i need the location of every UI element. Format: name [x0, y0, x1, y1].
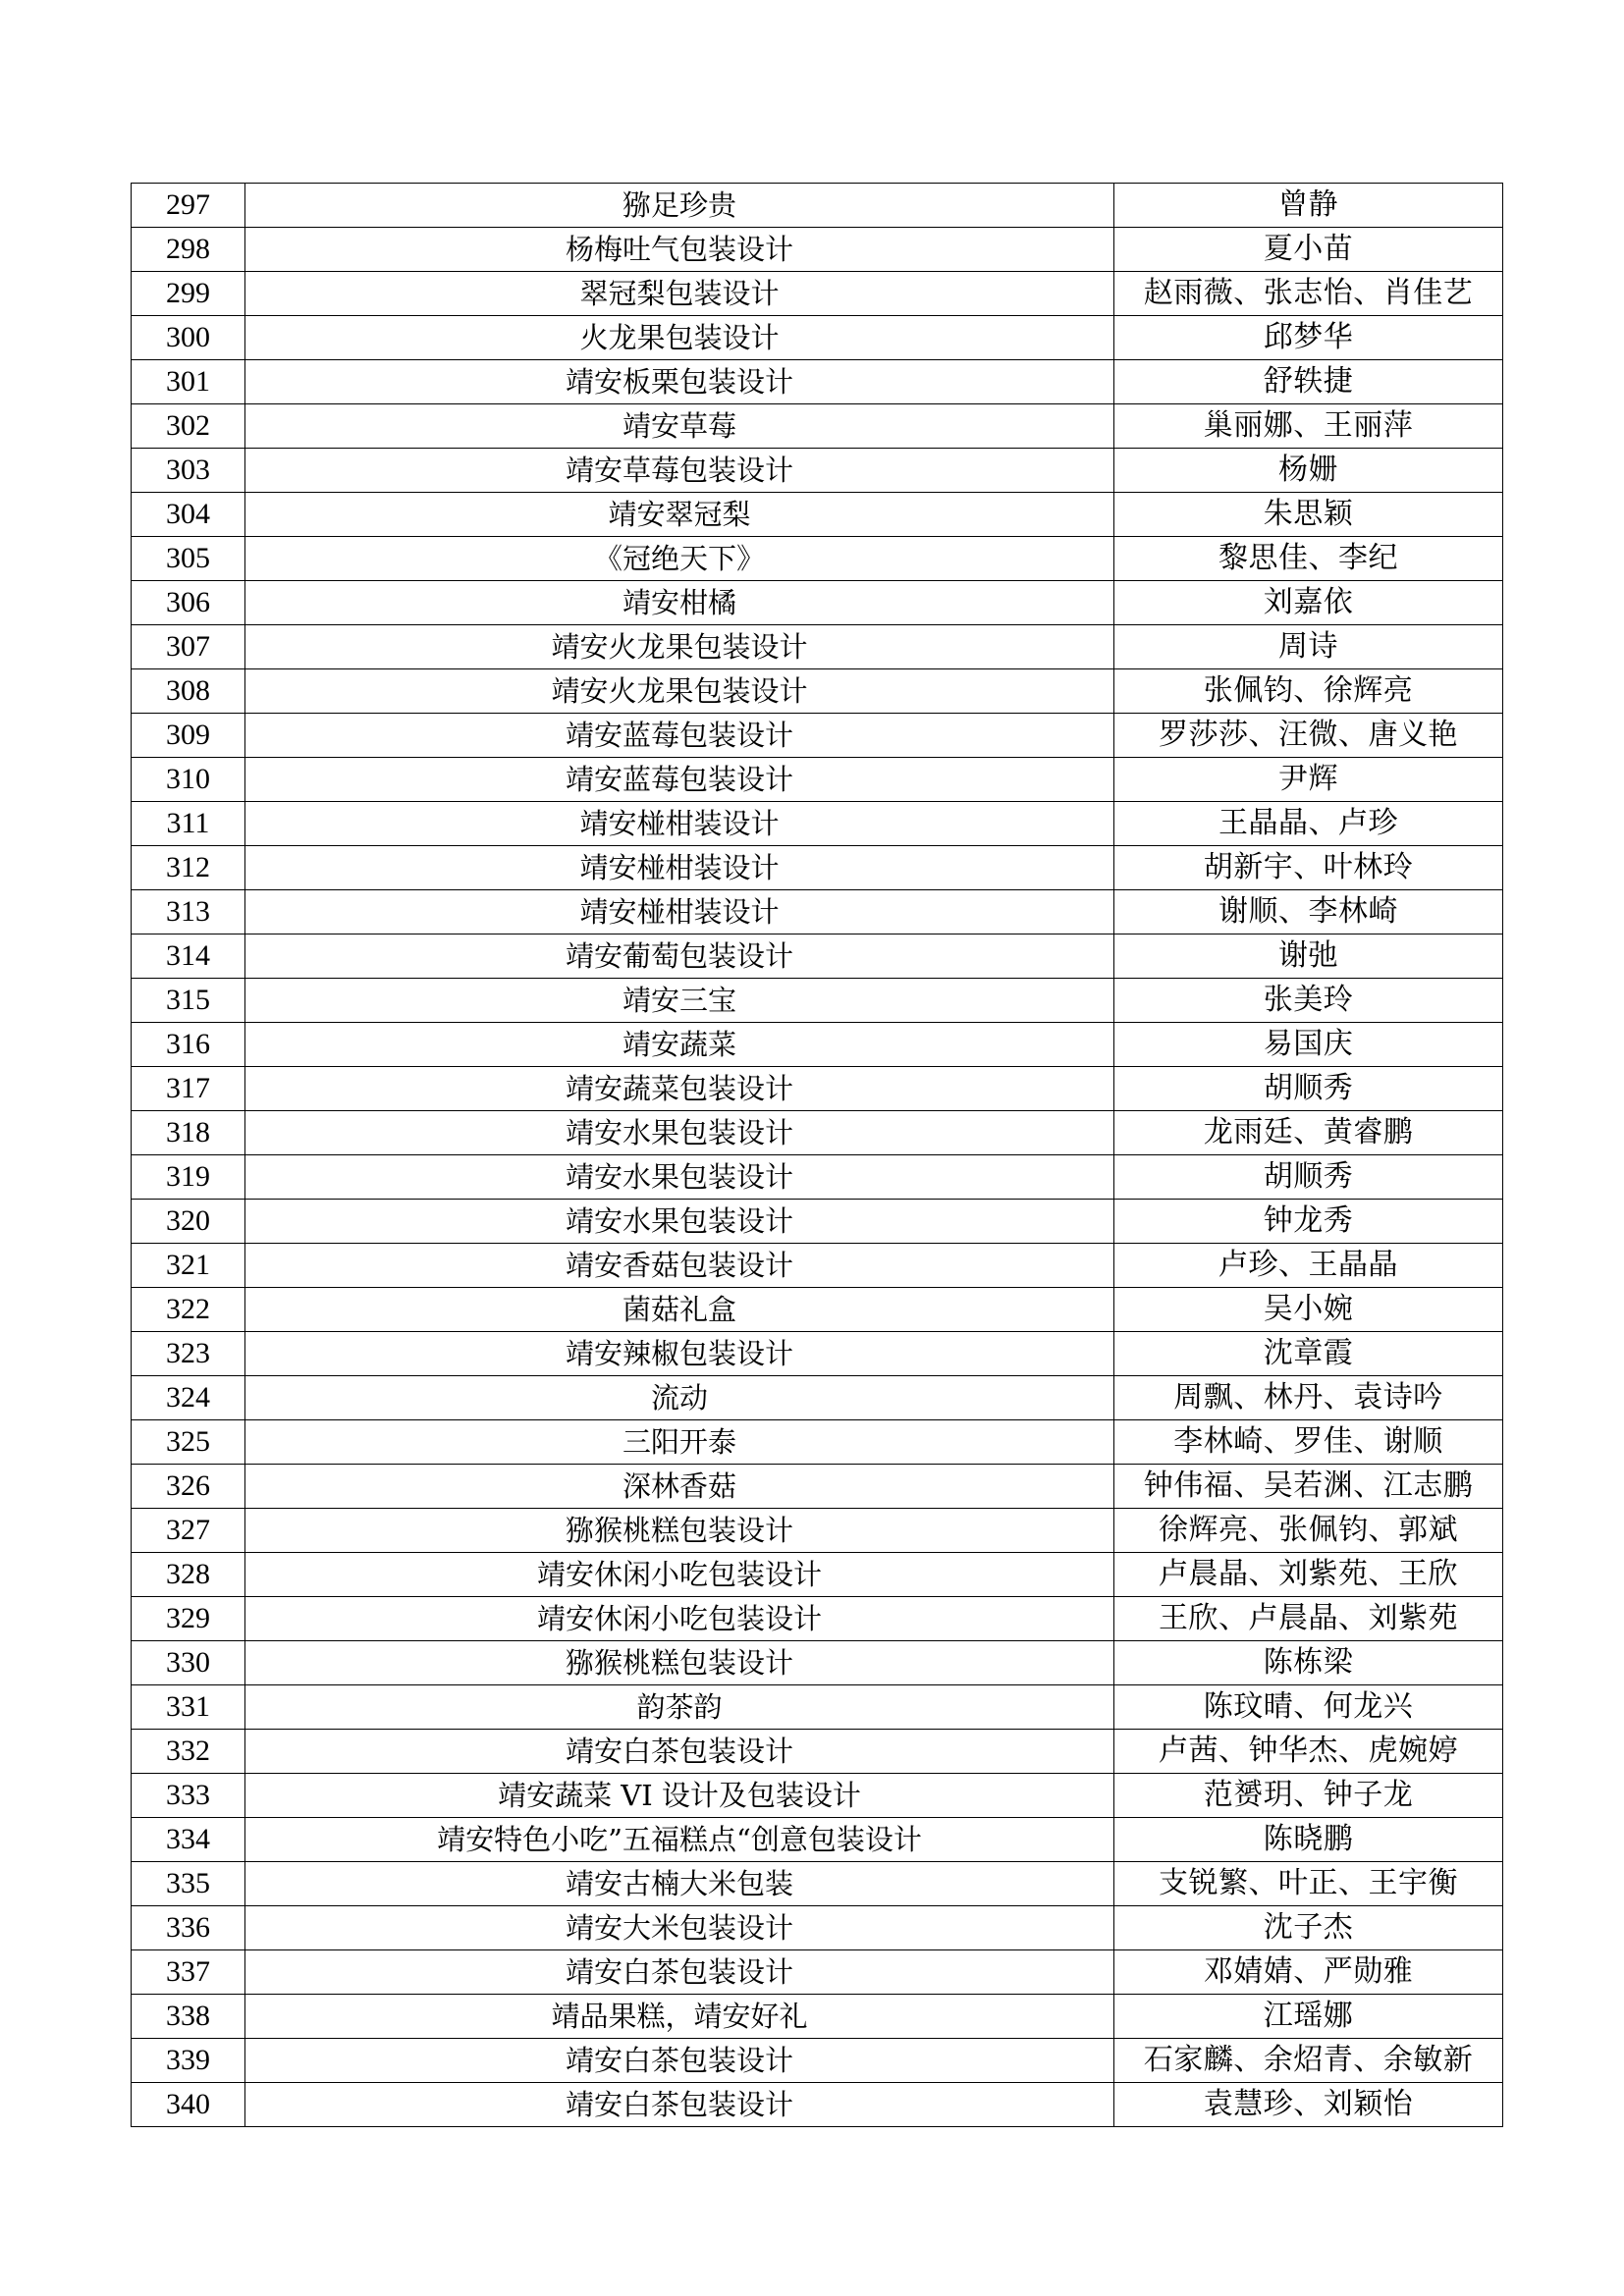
- table-row: [132, 1862, 1503, 1906]
- entry-title-cell: 流动: [245, 1376, 1114, 1420]
- entry-author-cell: 谢顺、李林崎: [1114, 890, 1503, 934]
- entry-author-cell: 曾静: [1114, 184, 1503, 228]
- table-row: [132, 2083, 1503, 2127]
- entry-number-cell: 299: [132, 272, 245, 316]
- table-row: [132, 1332, 1503, 1376]
- entry-title-cell: 靖安蔬菜 VI 设计及包装设计: [245, 1774, 1114, 1818]
- entry-author-cell: 周飘、林丹、袁诗吟: [1114, 1376, 1503, 1420]
- entry-author-cell: 陈玟晴、何龙兴: [1114, 1685, 1503, 1730]
- entry-author-cell: 石家麟、余炤青、余敏新: [1114, 2039, 1503, 2083]
- table-row: [132, 1597, 1503, 1641]
- entry-author-cell: 邓婧婧、严勋雅: [1114, 1950, 1503, 1995]
- entry-number-cell: 301: [132, 360, 245, 404]
- entry-title-cell: 靖安古楠大米包装: [245, 1862, 1114, 1906]
- entry-title-cell: 菌菇礼盒: [245, 1288, 1114, 1332]
- entry-number-cell: 338: [132, 1995, 245, 2039]
- table-row: [132, 1244, 1503, 1288]
- entry-title-cell: 靖安草莓包装设计: [245, 449, 1114, 493]
- table-row: [132, 1774, 1503, 1818]
- entry-author-cell: 李林崎、罗佳、谢顺: [1114, 1420, 1503, 1465]
- entry-author-cell: 巢丽娜、王丽萍: [1114, 404, 1503, 449]
- entry-title-cell: 靖安水果包装设计: [245, 1200, 1114, 1244]
- entry-number-cell: 315: [132, 979, 245, 1023]
- entry-title-cell: 靖安椪柑装设计: [245, 846, 1114, 890]
- entry-title-cell: 靖安辣椒包装设计: [245, 1332, 1114, 1376]
- entry-number-cell: 340: [132, 2083, 245, 2127]
- table-row: [132, 1818, 1503, 1862]
- entry-number-cell: 309: [132, 714, 245, 758]
- table-row: [132, 758, 1503, 802]
- entry-title-cell: 猕猴桃糕包装设计: [245, 1641, 1114, 1685]
- entry-title-cell: 韵茶韵: [245, 1685, 1114, 1730]
- table-row: [132, 1730, 1503, 1774]
- entry-title-cell: 靖安板栗包装设计: [245, 360, 1114, 404]
- table-row: [132, 1200, 1503, 1244]
- entry-author-cell: 杨姗: [1114, 449, 1503, 493]
- entry-title-cell: 靖安火龙果包装设计: [245, 625, 1114, 669]
- entry-number-cell: 324: [132, 1376, 245, 1420]
- entry-title-cell: 靖安蔬菜包装设计: [245, 1067, 1114, 1111]
- entry-title-cell: 靖安大米包装设计: [245, 1906, 1114, 1950]
- entry-title-cell: 靖安休闲小吃包装设计: [245, 1553, 1114, 1597]
- table-row: [132, 581, 1503, 625]
- entry-title-cell: 靖安休闲小吃包装设计: [245, 1597, 1114, 1641]
- table-row: [132, 934, 1503, 979]
- entry-number-cell: 331: [132, 1685, 245, 1730]
- entry-author-cell: 张佩钧、徐辉亮: [1114, 669, 1503, 714]
- entry-title-cell: 靖安白茶包装设计: [245, 2083, 1114, 2127]
- table-row: [132, 979, 1503, 1023]
- entry-author-cell: 罗莎莎、汪微、唐义艳: [1114, 714, 1503, 758]
- entry-number-cell: 325: [132, 1420, 245, 1465]
- entry-number-cell: 335: [132, 1862, 245, 1906]
- entry-author-cell: 尹辉: [1114, 758, 1503, 802]
- entry-author-cell: 赵雨薇、张志怡、肖佳艺: [1114, 272, 1503, 316]
- entry-title-cell: 靖安蓝莓包装设计: [245, 758, 1114, 802]
- entry-number-cell: 336: [132, 1906, 245, 1950]
- entry-title-cell: 靖安水果包装设计: [245, 1111, 1114, 1155]
- table-row: [132, 625, 1503, 669]
- entry-number-cell: 322: [132, 1288, 245, 1332]
- table-row: [132, 2039, 1503, 2083]
- entry-number-cell: 313: [132, 890, 245, 934]
- entry-number-cell: 339: [132, 2039, 245, 2083]
- entry-title-cell: 靖安三宝: [245, 979, 1114, 1023]
- entry-number-cell: 312: [132, 846, 245, 890]
- entry-author-cell: 朱思颖: [1114, 493, 1503, 537]
- entry-title-cell: 靖品果糕，靖安好礼: [245, 1995, 1114, 2039]
- entry-title-cell: 靖安葡萄包装设计: [245, 934, 1114, 979]
- table-row: [132, 404, 1503, 449]
- entry-number-cell: 334: [132, 1818, 245, 1862]
- entry-author-cell: 胡顺秀: [1114, 1155, 1503, 1200]
- entry-author-cell: 龙雨廷、黄睿鹏: [1114, 1111, 1503, 1155]
- entry-number-cell: 302: [132, 404, 245, 449]
- table-row: [132, 537, 1503, 581]
- entry-author-cell: 舒轶捷: [1114, 360, 1503, 404]
- entry-number-cell: 298: [132, 228, 245, 272]
- entry-number-cell: 321: [132, 1244, 245, 1288]
- entry-title-cell: 杨梅吐气包装设计: [245, 228, 1114, 272]
- entry-number-cell: 304: [132, 493, 245, 537]
- table-row: [132, 1685, 1503, 1730]
- entry-number-cell: 326: [132, 1465, 245, 1509]
- entry-author-cell: 袁慧珍、刘颖怡: [1114, 2083, 1503, 2127]
- entry-author-cell: 沈子杰: [1114, 1906, 1503, 1950]
- entry-number-cell: 330: [132, 1641, 245, 1685]
- entry-author-cell: 张美玲: [1114, 979, 1503, 1023]
- entry-author-cell: 卢晨晶、刘紫苑、王欣: [1114, 1553, 1503, 1597]
- entry-author-cell: 谢弛: [1114, 934, 1503, 979]
- table-body: [132, 184, 1503, 2127]
- table-row: [132, 272, 1503, 316]
- entry-number-cell: 311: [132, 802, 245, 846]
- entry-number-cell: 308: [132, 669, 245, 714]
- table-row: [132, 1995, 1503, 2039]
- entry-author-cell: 胡顺秀: [1114, 1067, 1503, 1111]
- entry-author-cell: 钟伟福、吴若渊、江志鹏: [1114, 1465, 1503, 1509]
- table-row: [132, 714, 1503, 758]
- entry-number-cell: 329: [132, 1597, 245, 1641]
- entry-author-cell: 邱梦华: [1114, 316, 1503, 360]
- entry-number-cell: 327: [132, 1509, 245, 1553]
- entry-title-cell: 三阳开泰: [245, 1420, 1114, 1465]
- entry-title-cell: 靖安翠冠梨: [245, 493, 1114, 537]
- entry-author-cell: 支锐繁、叶正、王宇衡: [1114, 1862, 1503, 1906]
- entry-author-cell: 刘嘉依: [1114, 581, 1503, 625]
- entry-author-cell: 周诗: [1114, 625, 1503, 669]
- table-row: [132, 1155, 1503, 1200]
- entry-title-cell: 靖安火龙果包装设计: [245, 669, 1114, 714]
- entry-number-cell: 317: [132, 1067, 245, 1111]
- entry-author-cell: 卢茜、钟华杰、虎婉婷: [1114, 1730, 1503, 1774]
- entry-number-cell: 300: [132, 316, 245, 360]
- table-row: [132, 1023, 1503, 1067]
- entry-number-cell: 323: [132, 1332, 245, 1376]
- entry-author-cell: 胡新宇、叶林玲: [1114, 846, 1503, 890]
- entry-author-cell: 陈晓鹏: [1114, 1818, 1503, 1862]
- entry-title-cell: 猕足珍贵: [245, 184, 1114, 228]
- table-row: [132, 890, 1503, 934]
- table-row: [132, 184, 1503, 228]
- entry-title-cell: 靖安白茶包装设计: [245, 1950, 1114, 1995]
- entry-title-cell: 火龙果包装设计: [245, 316, 1114, 360]
- table-row: [132, 1067, 1503, 1111]
- entry-title-cell: 靖安特色小吃”五福糕点“创意包装设计: [245, 1818, 1114, 1862]
- table-row: [132, 1111, 1503, 1155]
- entry-title-cell: 翠冠梨包装设计: [245, 272, 1114, 316]
- table-row: [132, 493, 1503, 537]
- entry-title-cell: 深林香菇: [245, 1465, 1114, 1509]
- award-list-table: [131, 183, 1503, 2127]
- entry-author-cell: 沈章霞: [1114, 1332, 1503, 1376]
- entry-title-cell: 靖安柑橘: [245, 581, 1114, 625]
- table-row: [132, 449, 1503, 493]
- table-row: [132, 1420, 1503, 1465]
- entry-author-cell: 易国庆: [1114, 1023, 1503, 1067]
- table-row: [132, 316, 1503, 360]
- entry-title-cell: 猕猴桃糕包装设计: [245, 1509, 1114, 1553]
- entry-number-cell: 333: [132, 1774, 245, 1818]
- entry-number-cell: 319: [132, 1155, 245, 1200]
- entry-author-cell: 吴小婉: [1114, 1288, 1503, 1332]
- table-row: [132, 1906, 1503, 1950]
- entry-number-cell: 332: [132, 1730, 245, 1774]
- table-row: [132, 1288, 1503, 1332]
- entry-author-cell: 徐辉亮、张佩钧、郭斌: [1114, 1509, 1503, 1553]
- table-row: [132, 1376, 1503, 1420]
- entry-number-cell: 316: [132, 1023, 245, 1067]
- table-row: [132, 1465, 1503, 1509]
- entry-title-cell: 靖安蓝莓包装设计: [245, 714, 1114, 758]
- entry-number-cell: 328: [132, 1553, 245, 1597]
- entry-author-cell: 王欣、卢晨晶、刘紫苑: [1114, 1597, 1503, 1641]
- table-row: [132, 1509, 1503, 1553]
- table-row: [132, 1553, 1503, 1597]
- entry-number-cell: 318: [132, 1111, 245, 1155]
- table-row: [132, 1950, 1503, 1995]
- table-row: [132, 846, 1503, 890]
- entry-number-cell: 310: [132, 758, 245, 802]
- entry-author-cell: 陈栋梁: [1114, 1641, 1503, 1685]
- table-row: [132, 802, 1503, 846]
- entry-author-cell: 卢珍、王晶晶: [1114, 1244, 1503, 1288]
- entry-title-cell: 靖安香菇包装设计: [245, 1244, 1114, 1288]
- entry-number-cell: 306: [132, 581, 245, 625]
- entry-author-cell: 钟龙秀: [1114, 1200, 1503, 1244]
- entry-author-cell: 江瑶娜: [1114, 1995, 1503, 2039]
- entry-title-cell: 靖安草莓: [245, 404, 1114, 449]
- entry-title-cell: 靖安水果包装设计: [245, 1155, 1114, 1200]
- entry-author-cell: 夏小苗: [1114, 228, 1503, 272]
- entry-title-cell: 靖安椪柑装设计: [245, 802, 1114, 846]
- entry-title-cell: 靖安椪柑装设计: [245, 890, 1114, 934]
- entry-number-cell: 305: [132, 537, 245, 581]
- entry-number-cell: 307: [132, 625, 245, 669]
- entry-author-cell: 王晶晶、卢珍: [1114, 802, 1503, 846]
- table-row: [132, 669, 1503, 714]
- entry-title-cell: 靖安蔬菜: [245, 1023, 1114, 1067]
- entry-title-cell: 靖安白茶包装设计: [245, 1730, 1114, 1774]
- table-row: [132, 360, 1503, 404]
- entry-number-cell: 337: [132, 1950, 245, 1995]
- entry-number-cell: 297: [132, 184, 245, 228]
- entry-title-cell: 《冠绝天下》: [245, 537, 1114, 581]
- entry-number-cell: 303: [132, 449, 245, 493]
- entry-author-cell: 黎思佳、李纪: [1114, 537, 1503, 581]
- entry-number-cell: 320: [132, 1200, 245, 1244]
- entry-title-cell: 靖安白茶包装设计: [245, 2039, 1114, 2083]
- entry-author-cell: 范赟玥、钟子龙: [1114, 1774, 1503, 1818]
- table-row: [132, 1641, 1503, 1685]
- table-row: [132, 228, 1503, 272]
- entry-number-cell: 314: [132, 934, 245, 979]
